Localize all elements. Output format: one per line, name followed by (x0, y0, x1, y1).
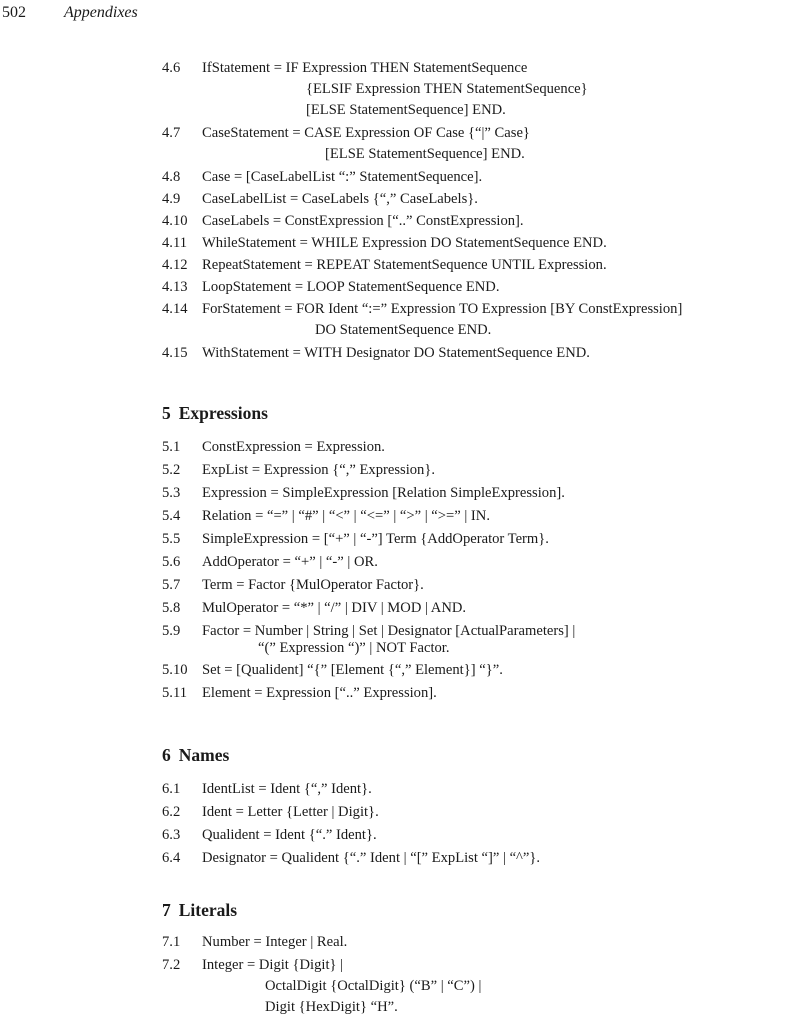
rule-number: 5.6 (162, 554, 181, 570)
rule-number: 6.1 (162, 781, 181, 797)
rule-text: LoopStatement = LOOP StatementSequence END. (202, 279, 500, 295)
rule-continuation: “(” Expression “)” | NOT Factor. (258, 640, 450, 656)
rule-5-7 (162, 575, 424, 596)
rule-text: ExpList = Expression {“,” Expression}. (202, 462, 436, 478)
rule-6-2 (162, 802, 379, 823)
rule-text: SimpleExpression = [“+” | “-”] Term {AddOperator Term}. (202, 531, 549, 547)
rule-text: IdentList = Ident {“,” Ident}. (202, 781, 372, 797)
section-title: Names (178, 745, 230, 765)
rule-number: 5.4 (162, 508, 181, 524)
rule-text: Element = Expression [“..” Expression]. (202, 685, 437, 701)
rule-number: 5.3 (162, 485, 181, 501)
rule-6-1 (162, 779, 372, 800)
rule-text: RepeatStatement = REPEAT StatementSequence UNTIL Expression. (202, 257, 607, 273)
rule-4-8 (162, 167, 482, 188)
rule-text: MulOperator = “*” | “/” | DIV | MOD | AND. (202, 600, 467, 616)
rule-4-7 (162, 123, 530, 144)
rule-continuation: OctalDigit {OctalDigit} (“B” | “C”) | (265, 978, 482, 994)
rule-text: CaseLabels = ConstExpression [“..” ConstExpression]. (202, 213, 524, 229)
rule-number: 4.9 (162, 191, 181, 207)
rule-number: 5.9 (162, 623, 181, 639)
rule-number: 6.2 (162, 804, 181, 820)
page-header (2, 4, 138, 22)
rule-5-8 (162, 598, 466, 619)
section-number: 6 (162, 745, 171, 765)
rule-number: 5.8 (162, 600, 181, 616)
section-heading-expressions (162, 403, 268, 424)
rule-4-12 (162, 255, 607, 276)
rule-4-15 (162, 343, 590, 364)
rule-number: 5.1 (162, 439, 181, 455)
rule-number: 5.5 (162, 531, 181, 547)
rule-text: Number = Integer | Real. (202, 934, 348, 950)
rule-5-5 (162, 529, 549, 550)
rule-7-1 (162, 932, 347, 953)
rule-text: Term = Factor {MulOperator Factor}. (202, 577, 424, 593)
rule-4-14 (162, 299, 682, 320)
rule-number: 4.10 (162, 213, 188, 229)
rule-text: ForStatement = FOR Ident “:=” Expression TO Expression [BY ConstExpression] (202, 301, 683, 317)
rule-text: AddOperator = “+” | “-” | OR. (202, 554, 378, 570)
section-number: 7 (162, 900, 171, 920)
rule-4-11 (162, 233, 607, 254)
rule-text: ConstExpression = Expression. (202, 439, 385, 455)
rule-continuation: [ELSE StatementSequence] END. (325, 146, 525, 162)
rule-continuation: DO StatementSequence END. (315, 322, 492, 338)
rule-number: 5.2 (162, 462, 181, 478)
rule-text: WithStatement = WITH Designator DO StatementSequence END. (202, 345, 590, 361)
rule-5-4 (162, 506, 490, 527)
rule-4-9 (162, 189, 478, 210)
rule-number: 5.11 (162, 685, 187, 701)
rule-number: 5.10 (162, 662, 188, 678)
rule-number: 7.2 (162, 957, 181, 973)
rule-5-6 (162, 552, 378, 573)
section-number: 5 (162, 403, 171, 423)
rule-text: IfStatement = IF Expression THEN StatementSequence (202, 60, 528, 76)
rule-number: 4.6 (162, 60, 181, 76)
rule-6-4 (162, 848, 540, 869)
rule-6-3 (162, 825, 377, 846)
rule-5-1 (162, 437, 385, 458)
rule-continuation: {ELSIF Expression THEN StatementSequence} (306, 81, 588, 97)
rule-number: 7.1 (162, 934, 181, 950)
rule-text: Designator = Qualident {“.” Ident | “[” ExpList “]” | “^”}. (202, 850, 541, 866)
rule-number: 4.15 (162, 345, 188, 361)
rule-4-6 (162, 58, 527, 79)
rule-text: CaseStatement = CASE Expression OF Case {“|” Case} (202, 125, 530, 141)
rule-4-10 (162, 211, 524, 232)
rule-continuation: [ELSE StatementSequence] END. (306, 102, 506, 118)
rule-number: 6.4 (162, 850, 181, 866)
rule-text: Factor = Number | String | Set | Designator [ActualParameters] | (202, 623, 576, 639)
rule-text: Ident = Letter {Letter | Digit}. (202, 804, 379, 820)
rule-number: 4.14 (162, 301, 188, 317)
rule-number: 4.12 (162, 257, 188, 273)
rule-number: 5.7 (162, 577, 181, 593)
section-title: Expressions (178, 403, 268, 423)
rule-number: 4.7 (162, 125, 181, 141)
page-number: 502 (2, 4, 26, 21)
rule-text: Case = [CaseLabelList “:” StatementSequence]. (202, 169, 483, 185)
rule-number: 4.11 (162, 235, 187, 251)
section-title: Literals (178, 900, 238, 920)
rule-text: Integer = Digit {Digit} | (202, 957, 344, 973)
rule-number: 4.8 (162, 169, 181, 185)
rule-4-13 (162, 277, 499, 298)
rule-number: 4.13 (162, 279, 188, 295)
rule-text: Expression = SimpleExpression [Relation SimpleExpression]. (202, 485, 565, 501)
section-heading-literals (162, 900, 237, 921)
rule-text: CaseLabelList = CaseLabels {“,” CaseLabels}. (202, 191, 478, 207)
section-heading-names (162, 745, 229, 766)
rule-7-2 (162, 955, 343, 976)
rule-text: Qualident = Ident {“.” Ident}. (202, 827, 377, 843)
rule-number: 6.3 (162, 827, 181, 843)
rule-text: Relation = “=” | “#” | “<” | “<=” | “>” | “>=” | IN. (202, 508, 490, 524)
rule-5-10 (162, 660, 503, 681)
rule-5-3 (162, 483, 565, 504)
rule-continuation: Digit {HexDigit} “H”. (265, 999, 398, 1015)
rule-text: Set = [Qualident] “{” [Element {“,” Element}] “}”. (202, 662, 503, 678)
rule-5-11 (162, 683, 437, 704)
running-title: Appendixes (64, 4, 138, 21)
rule-text: WhileStatement = WHILE Expression DO StatementSequence END. (202, 235, 607, 251)
rule-5-2 (162, 460, 435, 481)
